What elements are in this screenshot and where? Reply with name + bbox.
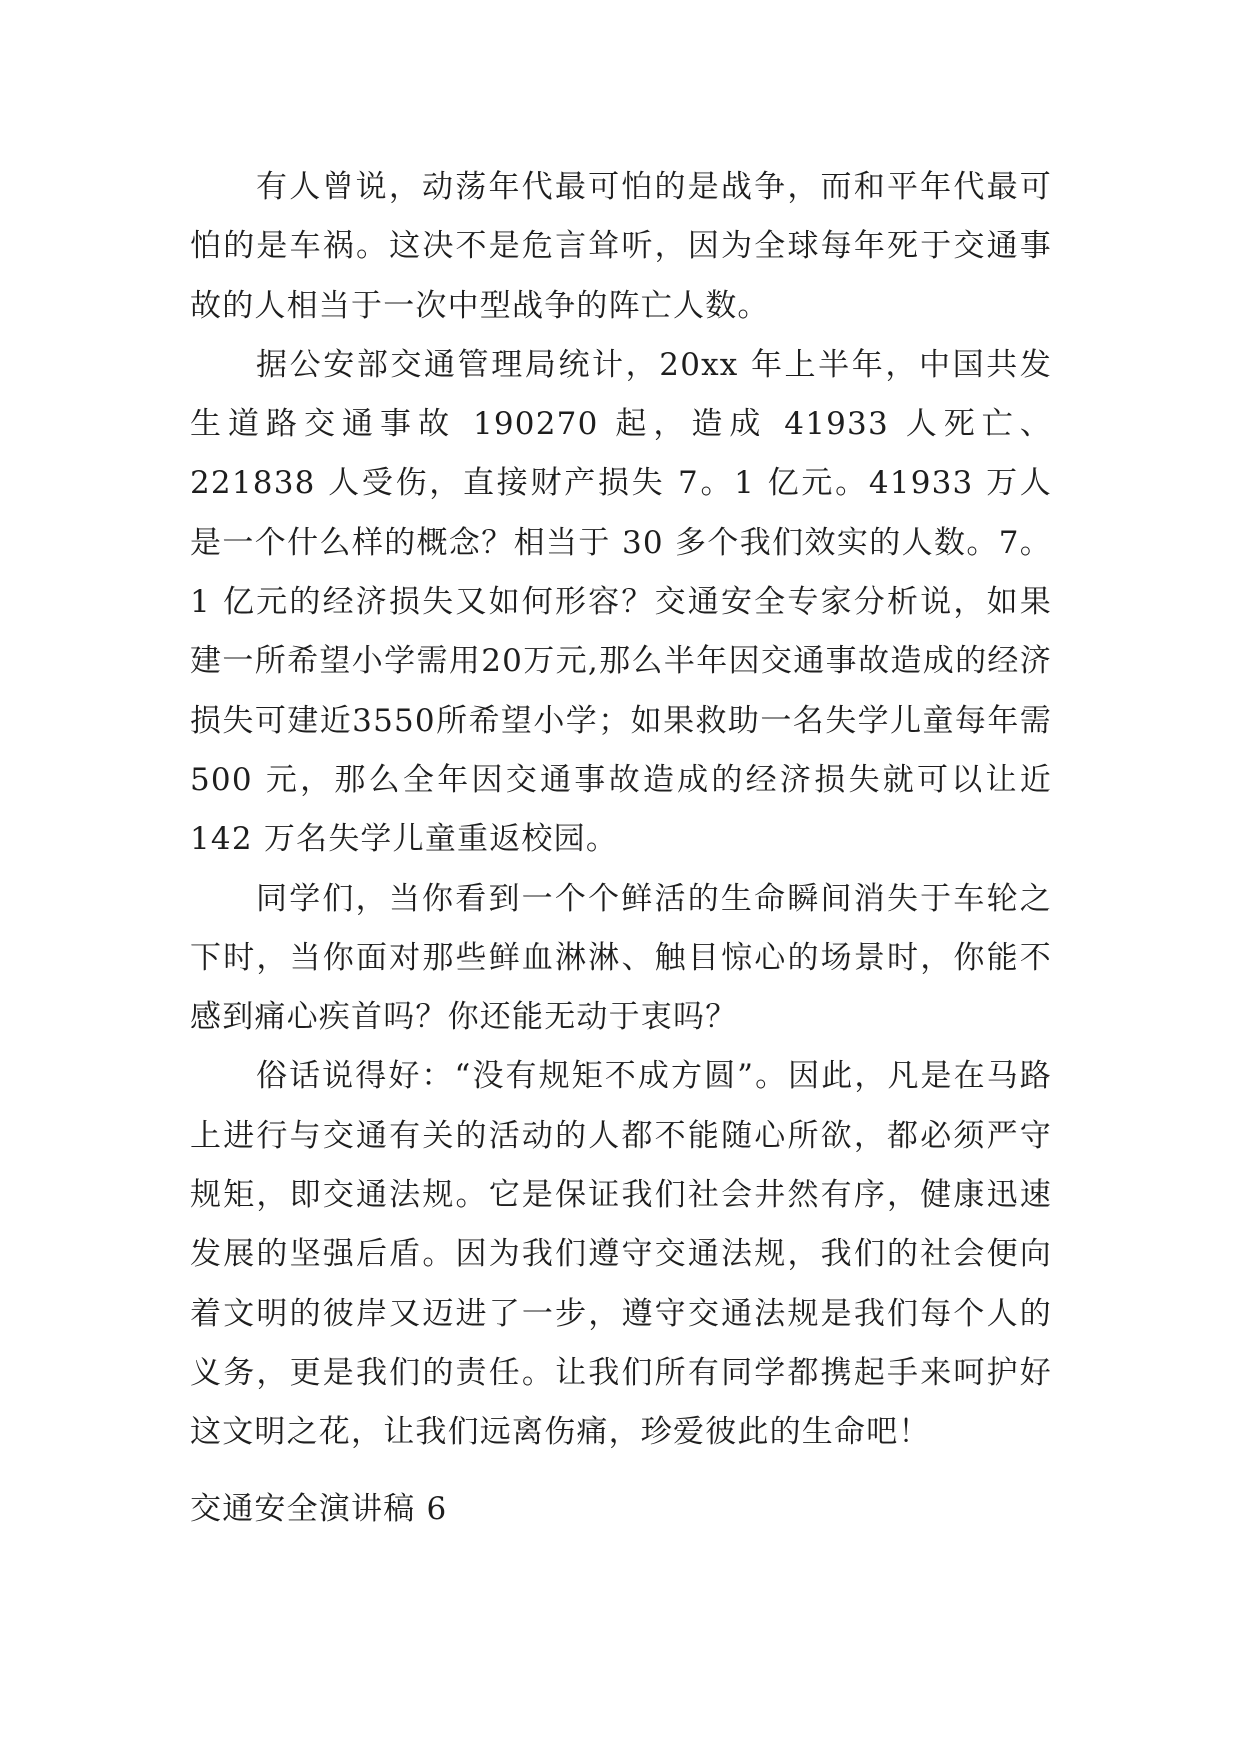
paragraph-appeal: 同学们，当你看到一个个鲜活的生命瞬间消失于车轮之下时，当你面对那些鲜血淋淋、触目惊心的场景时，你能不感到痛心疾首吗？你还能无动于衷吗？ [190,880,1052,1036]
document-body [190,158,1052,1463]
section-title: 交通安全演讲稿 6 [190,1491,448,1527]
paragraph-traffic-rules: 俗话说得好：“没有规矩不成方圆”。因此，凡是在马路上进行与交通有关的活动的人都不能随心所欲，都必须严守规矩，即交通法规。它是保证我们社会井然有序，健康迅速发展的坚强后盾。因为我们遵守交通法规，我们的社会便向着文明的彼岸又迈进了一步，遵守交通法规是我们每个人的义务，更是我们的责任。让我们所有同学都携起手来呵护好这文明之花，让我们远离伤痛，珍爱彼此的生命吧！ [190,1058,1052,1451]
paragraph-statistics: 据公安部交通管理局统计，20xx 年上半年，中国共发生道路交通事故 190270 起，造成 41933 人死亡、221838 人受伤，直接财产损失 7。1 亿元。41933 万人是一个什么样的概念？相当于 30 多个我们效实的人数。7。1 亿元的经济损失又如何形容？交通安全专家分析说，如果建一所希望小学需用20万元,那么半年因交通事故造成的经济损失可建近3550所希望小学；如果救助一名失学儿童每年需 500 元，那么全年因交通事故造成的经济损失就可以让近 142 万名失学儿童重返校园。 [190,346,1052,858]
paragraph-war-comparison: 有人曾说，动荡年代最可怕的是战争，而和平年代最可怕的是车祸。这决不是危言耸听，因为全球每年死于交通事故的人相当于一次中型战争的阵亡人数。 [190,169,1052,324]
